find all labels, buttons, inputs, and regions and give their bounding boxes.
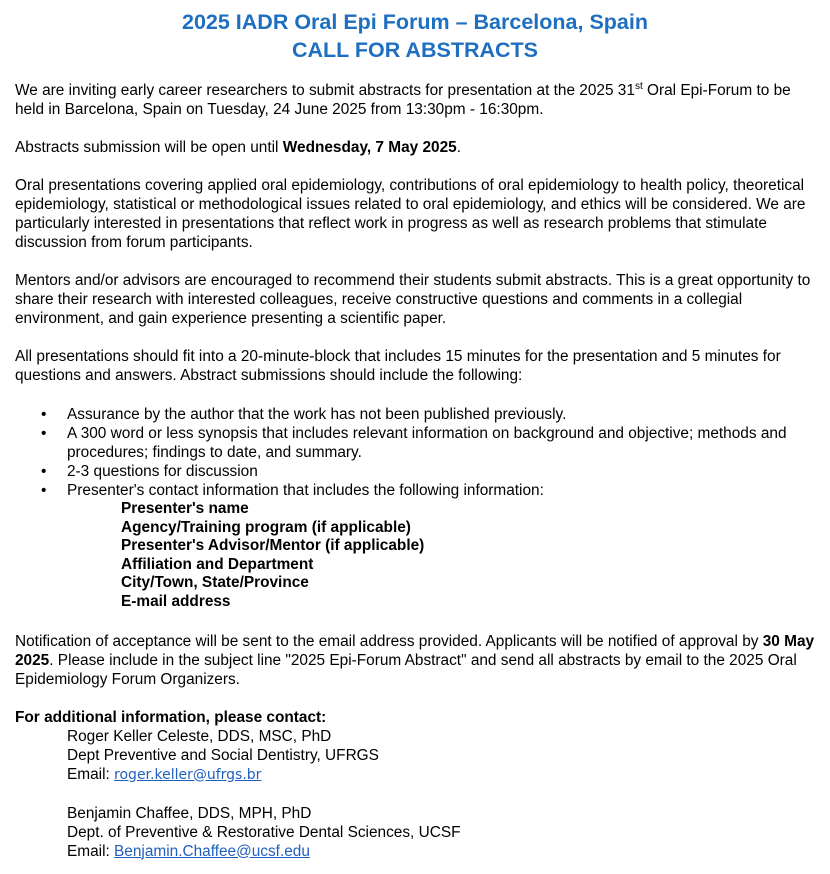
contact-email-line (15, 842, 815, 861)
list-item (15, 405, 815, 424)
notification-text-1: Notification of acceptance will be sent to the email address provided. Applicants will be notified of approval by (15, 632, 763, 650)
email-label: Email: (67, 765, 115, 783)
contact-dept: Dept Preventive and Social Dentistry, UFRGS (67, 746, 379, 764)
list-item-text: 2-3 questions for discussion (67, 463, 258, 480)
contact-field: Agency/Training program (if applicable) (121, 518, 411, 536)
contact-fields-list (15, 500, 815, 612)
contact-heading: For additional information, please contact: (15, 708, 327, 726)
intro-paragraph (15, 81, 815, 119)
contact-field: E-mail address (121, 592, 231, 610)
bullet-icon: • (41, 463, 47, 480)
intro-text-2: Oral Epi-Forum to be held in Barcelona, Spain on Tuesday, 24 June 2025 from 13:30pm - 16:30pm. (15, 82, 791, 118)
contact-name: Roger Keller Celeste, DDS, MSC, PhD (67, 727, 332, 745)
list-item-text: Assurance by the author that the work has not been published previously. (67, 406, 567, 423)
notification-text-2: . Please include in the subject line "2025 Epi-Forum Abstract" and send all abstracts by email to the 2025 Oral Epidemiology Forum Organizers. (15, 651, 797, 688)
bullet-icon: • (41, 425, 47, 442)
deadline-prefix: Abstracts submission will be open until (15, 139, 283, 156)
mentors-paragraph: Mentors and/or advisors are encouraged to recommend their students submit abstracts. This is a great opportunity to share their research with interested colleagues, receive constructive questions and comments in a collegial environment, and gain experience presenting a scientific paper. (15, 272, 811, 327)
deadline-date: Wednesday, 7 May 2025 (282, 139, 457, 156)
email-link[interactable]: roger.keller@ufrgs.br (114, 766, 262, 783)
deadline-paragraph (15, 138, 815, 157)
intro-text-1: We are inviting early career researchers to submit abstracts for presentation at the 2025 31 (15, 82, 635, 99)
contact-field: Presenter's Advisor/Mentor (if applicable) (121, 537, 425, 555)
list-item-text: A 300 word or less synopsis that includes relevant information on background and objective; methods and procedures; findings to date, and summary. (67, 425, 787, 461)
contact-field: Presenter's name (121, 500, 249, 517)
contact-block (15, 727, 815, 785)
title-line-1: 2025 IADR Oral Epi Forum – Barcelona, Spain (182, 10, 648, 34)
contact-block (15, 804, 815, 861)
notification-date: 30 May 2025 (15, 632, 815, 669)
bullet-icon: • (41, 482, 47, 499)
deadline-suffix: . (456, 139, 461, 156)
intro-superscript: st (634, 81, 643, 92)
title-line-2: CALL FOR ABSTRACTS (291, 38, 539, 62)
list-item (15, 481, 815, 500)
contact-field: Affiliation and Department (121, 555, 314, 573)
notification-paragraph (15, 632, 815, 689)
contact-dept: Dept. of Preventive & Restorative Dental Sciences, UCSF (67, 823, 461, 841)
format-paragraph: All presentations should fit into a 20-minute-block that includes 15 minutes for the presentation and 5 minutes for questions and answers. Abstract submissions should include the following: (15, 348, 781, 384)
contact-email-line (15, 765, 815, 785)
requirements-list (15, 405, 815, 500)
page-title (15, 8, 815, 64)
email-label: Email: (67, 842, 115, 860)
email-link[interactable]: Benjamin.Chaffee@ucsf.edu (114, 842, 310, 860)
bullet-icon: • (41, 406, 47, 423)
list-item (15, 462, 815, 481)
list-item-text: Presenter's contact information that includes the following information: (67, 482, 544, 499)
document-page (15, 8, 815, 861)
scope-paragraph: Oral presentations covering applied oral epidemiology, contributions of oral epidemiology to health policy, theoretical epidemiology, statistical or methodological issues related to oral epidemiology, and ethics will be considered. We are particularly interested in presentations that reflect work in progress as well as research problems that stimulate discussion from forum participants. (15, 177, 806, 251)
contact-field: City/Town, State/Province (121, 574, 309, 592)
list-item (15, 424, 815, 462)
contact-name: Benjamin Chaffee, DDS, MPH, PhD (67, 804, 312, 822)
